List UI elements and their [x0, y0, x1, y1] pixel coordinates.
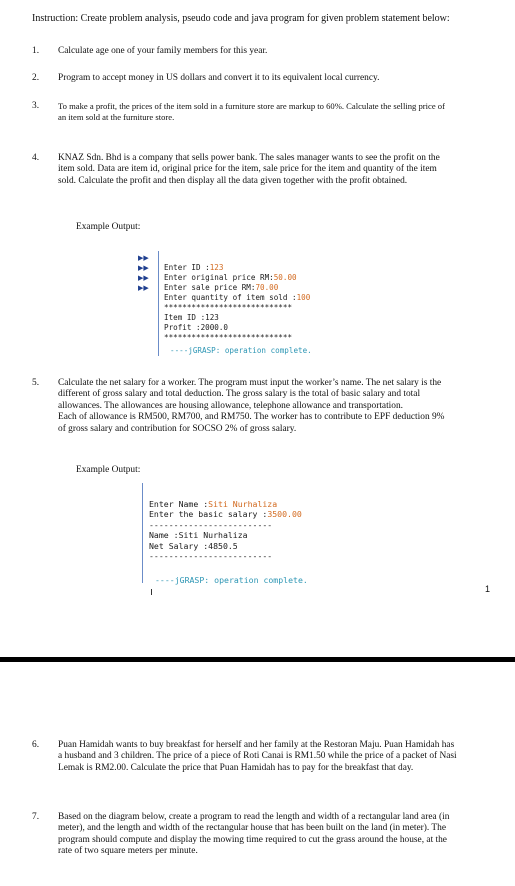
console-border	[142, 483, 143, 583]
question-text: Program to accept money in US dollars and convert it to its equivalent local currency.	[58, 73, 380, 83]
question-number: 2.	[32, 73, 40, 83]
grasp-status: ----jGRASP: operation complete.	[170, 346, 312, 355]
page-divider	[0, 657, 515, 662]
separator-stars: ****************************	[164, 303, 293, 312]
console-line: Item ID :123	[164, 313, 219, 322]
question-text: Based on the diagram below, create a program to read the length and width of a rectangular land area (in meter), and the length and width of the rectangular house that has been built on the land (in meter). The program should compute and display the mowing time required to cut the grass around the house, at the rate of two square meters per minute.	[58, 812, 450, 857]
console-output-1[interactable]	[164, 253, 312, 366]
separator-stars: ****************************	[164, 333, 293, 342]
grasp-status: ----jGRASP: operation complete.	[155, 574, 308, 585]
question-1	[32, 46, 453, 57]
arrow-right-icon: ▶▶	[138, 254, 149, 262]
arrow-right-icon: ▶▶	[138, 264, 149, 272]
question-4	[32, 153, 453, 187]
question-number: 6.	[32, 740, 40, 750]
question-text: Puan Hamidah wants to buy breakfast for herself and her family at the Restoran Maju. Puan Hamidah has a husband and 3 children. The price of a piece of Roti Canai is RM1.50 while the price of a packet of Nasi Lemak is RM2.00. Calculate the price that Puan Hamidah has to pay for the breakfast that day.	[58, 740, 457, 773]
arrow-right-icon: ▶▶	[138, 274, 149, 282]
question-6	[32, 740, 458, 774]
example-output-label: Example Output:	[76, 465, 141, 475]
cursor-mark	[151, 589, 152, 595]
console-line: Enter quantity of item sold :100	[164, 293, 311, 302]
console-output-2[interactable]	[149, 488, 308, 596]
question-text: KNAZ Sdn. Bhd is a company that sells power bank. The sales manager wants to see the profit on the item sold. Data are item id, original price for the item, sale price for the item and quantity of the item sold. Calculate the profit and then display all the data given together with the profit obtained.	[58, 153, 440, 186]
separator-dashes: -------------------------	[149, 519, 273, 530]
question-number: 5.	[32, 378, 40, 388]
question-number: 1.	[32, 46, 40, 56]
question-number: 4.	[32, 153, 40, 163]
question-number: 3.	[32, 101, 40, 111]
example-output-label: Example Output:	[76, 222, 141, 232]
console-arrows	[138, 253, 149, 293]
question-number: 7.	[32, 812, 40, 822]
console-line: Name :Siti Nurhaliza	[149, 530, 248, 540]
page-number: 1	[485, 584, 491, 594]
question-2	[32, 73, 453, 84]
console-line: Enter original price RM:50.00	[164, 273, 297, 282]
question-text: To make a profit, the prices of the item sold in a furniture store are markup to 60%. Calculate the selling price of an item sold at the furniture store.	[58, 101, 445, 123]
question-3	[32, 101, 453, 124]
question-text: Calculate the net salary for a worker. The program must input the worker’s name. The net salary is the different of gross salary and total deduction. The gross salary is the total of basic salary and total allowances. The allowances are housing allowance, telephone allowance and transportation. Each of allowance is RM500, RM700, and RM750. The worker has to contribute to EPF deduction 9% of gross salary and contribution for SOCSO 2% of gross salary.	[58, 378, 445, 434]
console-line: Profit :2000.0	[164, 323, 229, 332]
console-line: Net Salary :4850.5	[149, 540, 238, 551]
console-line: Enter sale price RM:70.00	[164, 283, 279, 292]
question-7	[32, 812, 458, 858]
console-line: Enter ID :123	[164, 263, 224, 272]
console-line: Enter Name :Siti Nurhaliza	[149, 498, 278, 509]
arrow-right-icon: ▶▶	[138, 284, 149, 292]
console-line: Enter the basic salary :3500.00	[149, 509, 302, 519]
instruction-text: Instruction: Create problem analysis, pseudo code and java program for given problem statement below:	[32, 13, 450, 24]
separator-dashes: -------------------------	[149, 551, 273, 561]
question-text: Calculate age one of your family members for this year.	[58, 46, 268, 56]
console-border	[158, 251, 159, 356]
question-5	[32, 378, 453, 435]
